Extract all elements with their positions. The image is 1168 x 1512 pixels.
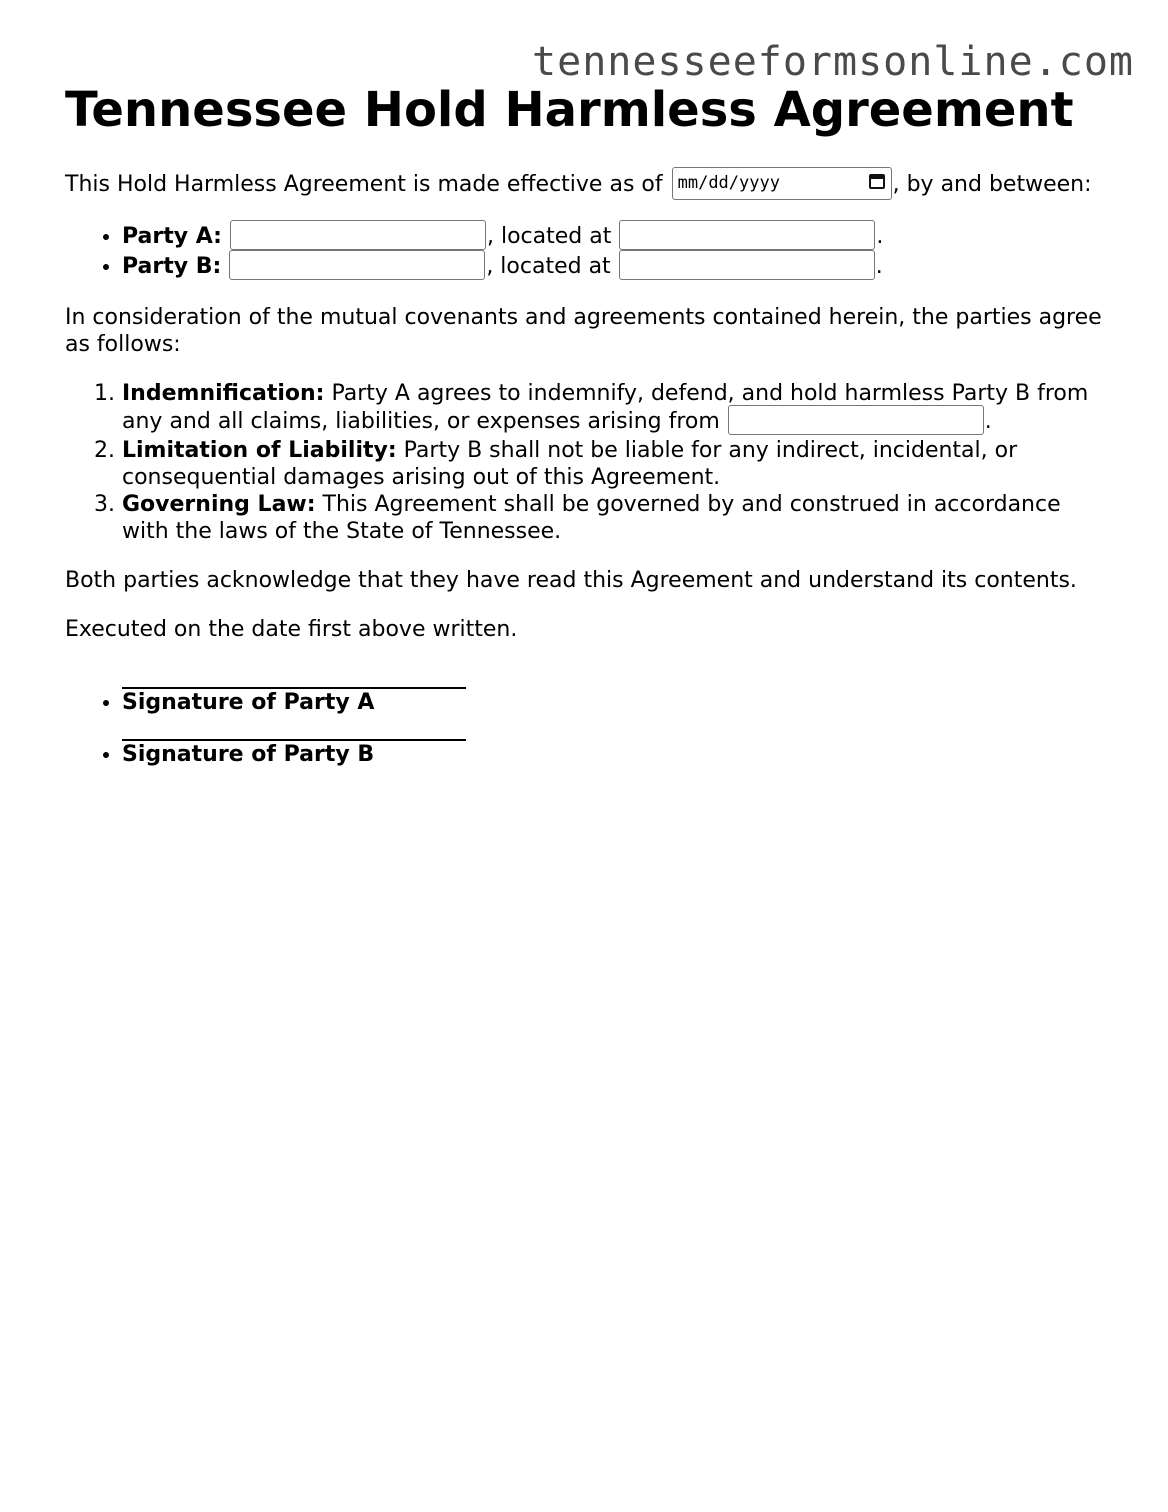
signature-line[interactable] [122, 717, 466, 741]
agreement-document [65, 82, 1105, 769]
term-text: This Agreement shall be governed by and construed in accordance with the laws of the State of Tennessee. [122, 491, 1061, 544]
signature-label: Signature of Party B [122, 741, 375, 767]
party-b-label: Party B: [122, 253, 222, 279]
signature-label: Signature of Party A [122, 689, 375, 715]
calendar-icon[interactable] [869, 174, 885, 189]
execution-paragraph: Executed on the date first above written. [65, 616, 518, 642]
site-watermark: tennesseeformsonline.com [532, 39, 1134, 85]
party-a-item [122, 222, 1105, 252]
terms-list [65, 380, 1105, 545]
intro-paragraph [65, 168, 1105, 202]
located-at-text: , located at [486, 223, 612, 249]
signatures-list [65, 665, 1105, 769]
term-limitation-of-liability [122, 437, 1105, 491]
term-heading: Limitation of Liability: [122, 437, 397, 463]
signature-line[interactable] [122, 665, 466, 689]
claims-source-input[interactable] [728, 405, 984, 435]
term-text: Party A agrees to indemnify, defend, and hold harmless Party B from any and all claims, liabilities, or expenses arising from [122, 380, 1089, 434]
intro-text: This Hold Harmless Agreement is made effective as of [65, 172, 663, 197]
term-governing-law [122, 491, 1105, 545]
consideration-paragraph: In consideration of the mutual covenants and agreements contained herein, the parties agree as follows: [65, 304, 1102, 357]
parties-list [65, 222, 1105, 282]
date-placeholder: mm/dd/yyyy [677, 172, 780, 193]
located-at-text: , located at [486, 253, 611, 279]
term-heading: Governing Law: [122, 491, 316, 517]
effective-date-input[interactable] [672, 167, 892, 200]
party-a-name-input[interactable] [230, 220, 486, 250]
intro-text-after: , by and between: [892, 172, 1092, 197]
page-title: Tennessee Hold Harmless Agreement [65, 82, 1074, 138]
party-b-name-input[interactable] [229, 250, 485, 280]
party-b-address-input[interactable] [619, 250, 875, 280]
party-a-label: Party A: [122, 223, 222, 249]
signature-party-b [122, 717, 1105, 769]
party-a-address-input[interactable] [619, 220, 875, 250]
term-heading: Indemnification: [122, 380, 325, 406]
period: . [984, 408, 992, 434]
period: . [875, 253, 883, 279]
period: . [876, 223, 884, 249]
signature-party-a [122, 665, 1105, 717]
term-indemnification [122, 380, 1105, 437]
acknowledgement-paragraph: Both parties acknowledge that they have read this Agreement and understand its contents. [65, 567, 1077, 593]
term-text: Party B shall not be liable for any indirect, incidental, or consequential damages arising out of this Agreement. [122, 437, 1018, 490]
party-b-item [122, 252, 1105, 282]
